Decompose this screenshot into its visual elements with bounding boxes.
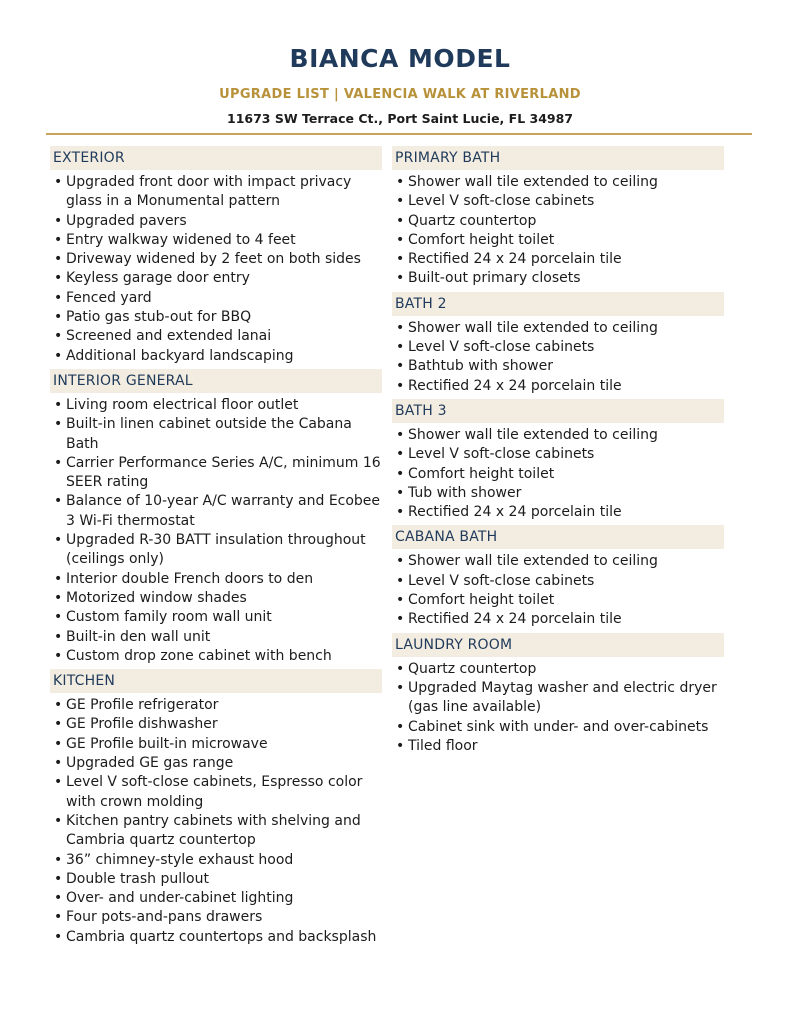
- left-column: [50, 146, 382, 947]
- list-item: • Cambria quartz countertops and backsplash: [50, 928, 382, 947]
- list-item: • Built-out primary closets: [392, 269, 724, 288]
- list-item: • Shower wall tile extended to ceiling: [392, 173, 724, 192]
- list-item: • Driveway widened by 2 feet on both sides: [50, 250, 382, 269]
- list-item: • Upgraded pavers: [50, 212, 382, 231]
- list-item: • Four pots-and-pans drawers: [50, 908, 382, 927]
- section-bath-2: [392, 292, 724, 396]
- list-item: • Custom family room wall unit: [50, 608, 382, 627]
- list-item: • Upgraded GE gas range: [50, 754, 382, 773]
- list-item: • Keyless garage door entry: [50, 269, 382, 288]
- list-item: • Fenced yard: [50, 289, 382, 308]
- upgrade-list: [50, 173, 382, 366]
- list-item: • Built-in linen cabinet outside the Cabana Bath: [50, 415, 382, 454]
- list-item: • Shower wall tile extended to ceiling: [392, 552, 724, 571]
- section-heading: LAUNDRY ROOM: [392, 633, 724, 657]
- section-heading: CABANA BATH: [392, 525, 724, 549]
- right-column: [392, 146, 724, 756]
- list-item: • Screened and extended lanai: [50, 327, 382, 346]
- section-primary-bath: [392, 146, 724, 289]
- list-item: • Shower wall tile extended to ceiling: [392, 426, 724, 445]
- upgrade-list: [392, 426, 724, 522]
- upgrade-list: [392, 319, 724, 396]
- list-item: • Tiled floor: [392, 737, 724, 756]
- list-item: • Level V soft-close cabinets, Espresso color with crown molding: [50, 773, 382, 812]
- section-heading: EXTERIOR: [50, 146, 382, 170]
- document-subtitle: UPGRADE LIST | VALENCIA WALK AT RIVERLAND: [219, 87, 581, 102]
- list-item: • Comfort height toilet: [392, 591, 724, 610]
- list-item: • Upgraded front door with impact privacy glass in a Monumental pattern: [50, 173, 382, 212]
- list-item: • Rectified 24 x 24 porcelain tile: [392, 250, 724, 269]
- list-item: • Custom drop zone cabinet with bench: [50, 647, 382, 666]
- list-item: • Cabinet sink with under- and over-cabinets: [392, 718, 724, 737]
- list-item: • Comfort height toilet: [392, 465, 724, 484]
- list-item: • Entry walkway widened to 4 feet: [50, 231, 382, 250]
- section-heading: INTERIOR GENERAL: [50, 369, 382, 393]
- list-item: • Bathtub with shower: [392, 357, 724, 376]
- upgrade-list: [392, 660, 724, 756]
- list-item: • Comfort height toilet: [392, 231, 724, 250]
- list-item: • GE Profile dishwasher: [50, 715, 382, 734]
- list-item: • Over- and under-cabinet lighting: [50, 889, 382, 908]
- list-item: • Rectified 24 x 24 porcelain tile: [392, 610, 724, 629]
- upgrade-list: [50, 696, 382, 947]
- list-item: • Tub with shower: [392, 484, 724, 503]
- section-bath-3: [392, 399, 724, 522]
- list-item: • Balance of 10-year A/C warranty and Ecobee 3 Wi-Fi thermostat: [50, 492, 382, 531]
- section-heading: PRIMARY BATH: [392, 146, 724, 170]
- upgrade-list: [50, 396, 382, 666]
- property-address: 11673 SW Terrace Ct., Port Saint Lucie, FL 34987: [227, 111, 573, 126]
- list-item: • Additional backyard landscaping: [50, 347, 382, 366]
- section-heading: BATH 3: [392, 399, 724, 423]
- section-heading: KITCHEN: [50, 669, 382, 693]
- header-divider: [46, 133, 752, 135]
- list-item: • Kitchen pantry cabinets with shelving and Cambria quartz countertop: [50, 812, 382, 851]
- list-item: • Level V soft-close cabinets: [392, 445, 724, 464]
- list-item: • Quartz countertop: [392, 212, 724, 231]
- list-item: • Patio gas stub-out for BBQ: [50, 308, 382, 327]
- list-item: • 36” chimney-style exhaust hood: [50, 851, 382, 870]
- list-item: • Level V soft-close cabinets: [392, 338, 724, 357]
- list-item: • Rectified 24 x 24 porcelain tile: [392, 377, 724, 396]
- list-item: • Shower wall tile extended to ceiling: [392, 319, 724, 338]
- upgrade-list: [392, 173, 724, 289]
- section-kitchen: [50, 669, 382, 947]
- list-item: • GE Profile refrigerator: [50, 696, 382, 715]
- list-item: • GE Profile built-in microwave: [50, 735, 382, 754]
- section-interior-general: [50, 369, 382, 666]
- list-item: • Carrier Performance Series A/C, minimum 16 SEER rating: [50, 454, 382, 493]
- upgrade-list: [392, 552, 724, 629]
- list-item: • Level V soft-close cabinets: [392, 572, 724, 591]
- document-title: BIANCA MODEL: [289, 44, 511, 73]
- list-item: • Interior double French doors to den: [50, 570, 382, 589]
- section-heading: BATH 2: [392, 292, 724, 316]
- list-item: • Upgraded R-30 BATT insulation throughout (ceilings only): [50, 531, 382, 570]
- list-item: • Double trash pullout: [50, 870, 382, 889]
- list-item: • Upgraded Maytag washer and electric dryer (gas line available): [392, 679, 724, 718]
- list-item: • Living room electrical floor outlet: [50, 396, 382, 415]
- section-exterior: [50, 146, 382, 366]
- section-cabana-bath: [392, 525, 724, 629]
- list-item: • Built-in den wall unit: [50, 628, 382, 647]
- list-item: • Level V soft-close cabinets: [392, 192, 724, 211]
- list-item: • Motorized window shades: [50, 589, 382, 608]
- list-item: • Rectified 24 x 24 porcelain tile: [392, 503, 724, 522]
- list-item: • Quartz countertop: [392, 660, 724, 679]
- section-laundry-room: [392, 633, 724, 756]
